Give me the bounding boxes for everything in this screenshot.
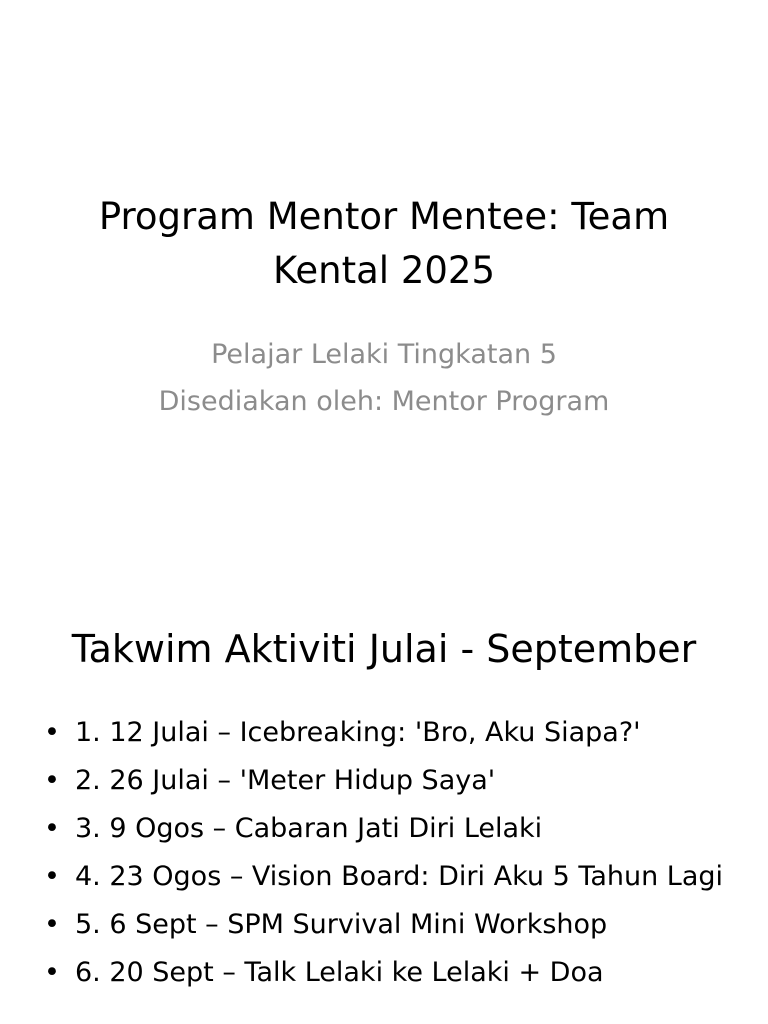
agenda-heading: Takwim Aktiviti Julai - September	[71, 627, 697, 671]
subtitle-line-author: Disediakan oleh: Mentor Program	[158, 386, 610, 417]
agenda-item	[40, 857, 728, 897]
agenda-item-text: 6. 20 Sept – Talk Lelaki ke Lelaki + Doa	[75, 957, 604, 988]
agenda-item	[40, 809, 728, 849]
agenda-item-text: 2. 26 Julai – 'Meter Hidup Saya'	[75, 765, 496, 796]
agenda-item	[40, 905, 728, 945]
bullet-icon: •	[44, 909, 60, 940]
agenda-item	[40, 713, 728, 753]
bullet-icon: •	[44, 861, 60, 892]
slide-subtitle	[40, 331, 728, 425]
agenda-item-text: 1. 12 Julai – Icebreaking: 'Bro, Aku Siapa?'	[75, 717, 641, 748]
agenda-item-text: 4. 23 Ogos – Vision Board: Diri Aku 5 Tahun Lagi	[75, 861, 724, 892]
agenda-item-text: 3. 9 Ogos – Cabaran Jati Diri Lelaki	[75, 813, 543, 844]
agenda-item	[40, 761, 728, 801]
agenda-item	[40, 953, 728, 993]
bullet-icon: •	[44, 813, 60, 844]
bullet-icon: •	[44, 717, 60, 748]
bullet-icon: •	[44, 957, 60, 988]
agenda-list	[40, 713, 728, 1001]
slide-title: Program Mentor Mentee: Team Kental 2025	[98, 195, 670, 292]
bullet-icon: •	[44, 765, 60, 796]
agenda-item-text: 5. 6 Sept – SPM Survival Mini Workshop	[75, 909, 608, 940]
subtitle-line-audience: Pelajar Lelaki Tingkatan 5	[211, 339, 557, 370]
agenda-slide	[0, 576, 768, 1024]
